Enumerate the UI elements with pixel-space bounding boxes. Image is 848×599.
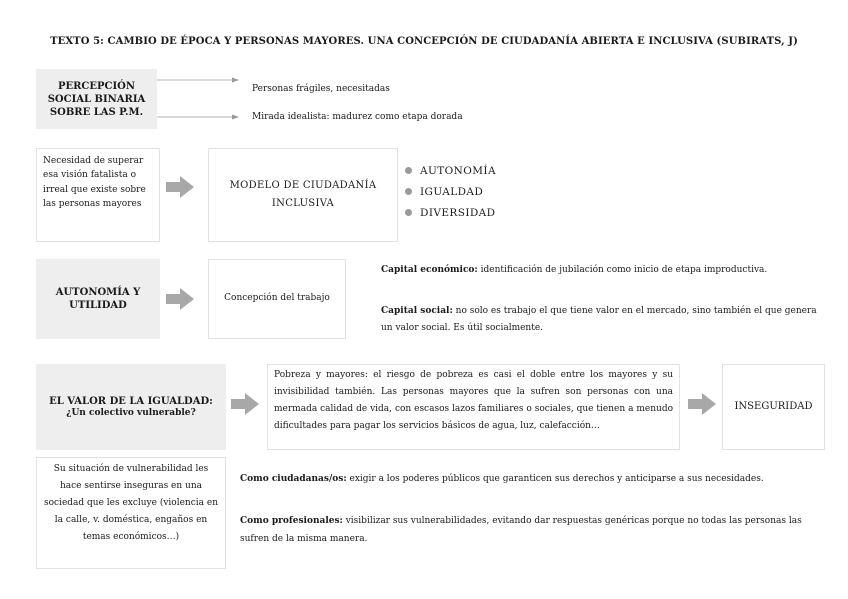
capital-social-text: no solo es trabajo el que tiene valor en el mercado, sino también el que genera un valor social. Es útil socialmente. [381,306,817,333]
as-citizens [240,473,830,487]
insecurity-label: INSEGURIDAD [734,400,813,412]
arrow-icon [688,393,718,415]
capital-social [381,303,826,336]
vulnerability-note-box [36,457,226,569]
equality-box [36,364,226,450]
inclusive-model-box [208,148,398,242]
poverty-text-box [267,364,680,450]
work-concept-label: Concepción del trabajo [224,293,330,304]
capital-social-label: Capital social: [381,306,453,316]
capital-economico [381,264,826,278]
binary-perception-heading: PERCEPCIÓN SOCIAL BINARIA SOBRE LAS P.M. [47,80,146,118]
model-bullet-list [405,160,545,223]
inclusive-model-label: MODELO DE CIUDADANÍA INCLUSIVA [229,180,377,209]
branch-idealized: Mirada idealista: madurez como etapa dorada [252,112,463,122]
as-professionals-text: visibilizar sus vulnerabilidades, evitando dar respuestas genéricas porque no todas las personas las sufren de la misma manera. [240,516,802,544]
bullet-dot-icon [405,209,412,216]
capital-economico-text: identificación de jubilación como inicio de etapa improductiva. [477,265,768,275]
overcome-note-text: Necesidad de superar esa visión fatalista o irreal que existe sobre las personas mayores [43,156,146,210]
vulnerability-note-text: Su situación de vulnerabilidad les hace sentirse inseguras en una sociedad que les excluye (violencia en la calle, v. doméstica, engaños en temas económicos…) [43,464,218,543]
page-title: TEXTO 5: CAMBIO DE ÉPOCA Y PERSONAS MAYORES. UNA CONCEPCIÓN DE CIUDADANÍA ABIERTA E INCLUSIVA (SUBIRATS, J) [50,36,798,47]
arrow-icon [166,288,196,310]
bullet-dot-icon [405,167,412,174]
autonomy-heading: AUTONOMÍA Y UTILIDAD [55,287,141,311]
capital-economico-label: Capital económico: [381,265,478,275]
bullet-dot-icon [405,188,412,195]
autonomy-box [36,259,160,339]
bullet-item: AUTONOMÍA [405,160,545,181]
arrow-icon [166,176,196,198]
bullet-item: DIVERSIDAD [405,202,545,223]
overcome-note-box [36,148,160,242]
bullet-item: IGUALDAD [405,181,545,202]
equality-question: ¿Un colectivo vulnerable? [66,407,196,418]
as-citizens-text: exigir a los poderes públicos que garanticen sus derechos y anticiparse a sus necesidades. [346,474,764,484]
branch-fragile: Personas frágiles, necesitadas [252,84,390,94]
work-concept-box [208,259,346,339]
arrow-icon [231,393,261,415]
as-professionals-label: Como profesionales: [240,516,343,526]
as-citizens-label: Como ciudadanas/os: [240,474,347,484]
poverty-text: Pobreza y mayores: el riesgo de pobreza es casi el doble entre los mayores y su invisibilidad también. Las personas mayores que la sufren son personas con una mermada calidad de vida, con escasos lazos familiares o sociales, que tienen a menudo dificultades para pagar los servicios básicos de agua, luz, calefacción… [274,370,673,432]
insecurity-box [722,364,825,450]
equality-heading: EL VALOR DE LA IGUALDAD: [49,395,213,407]
as-professionals [240,513,830,548]
